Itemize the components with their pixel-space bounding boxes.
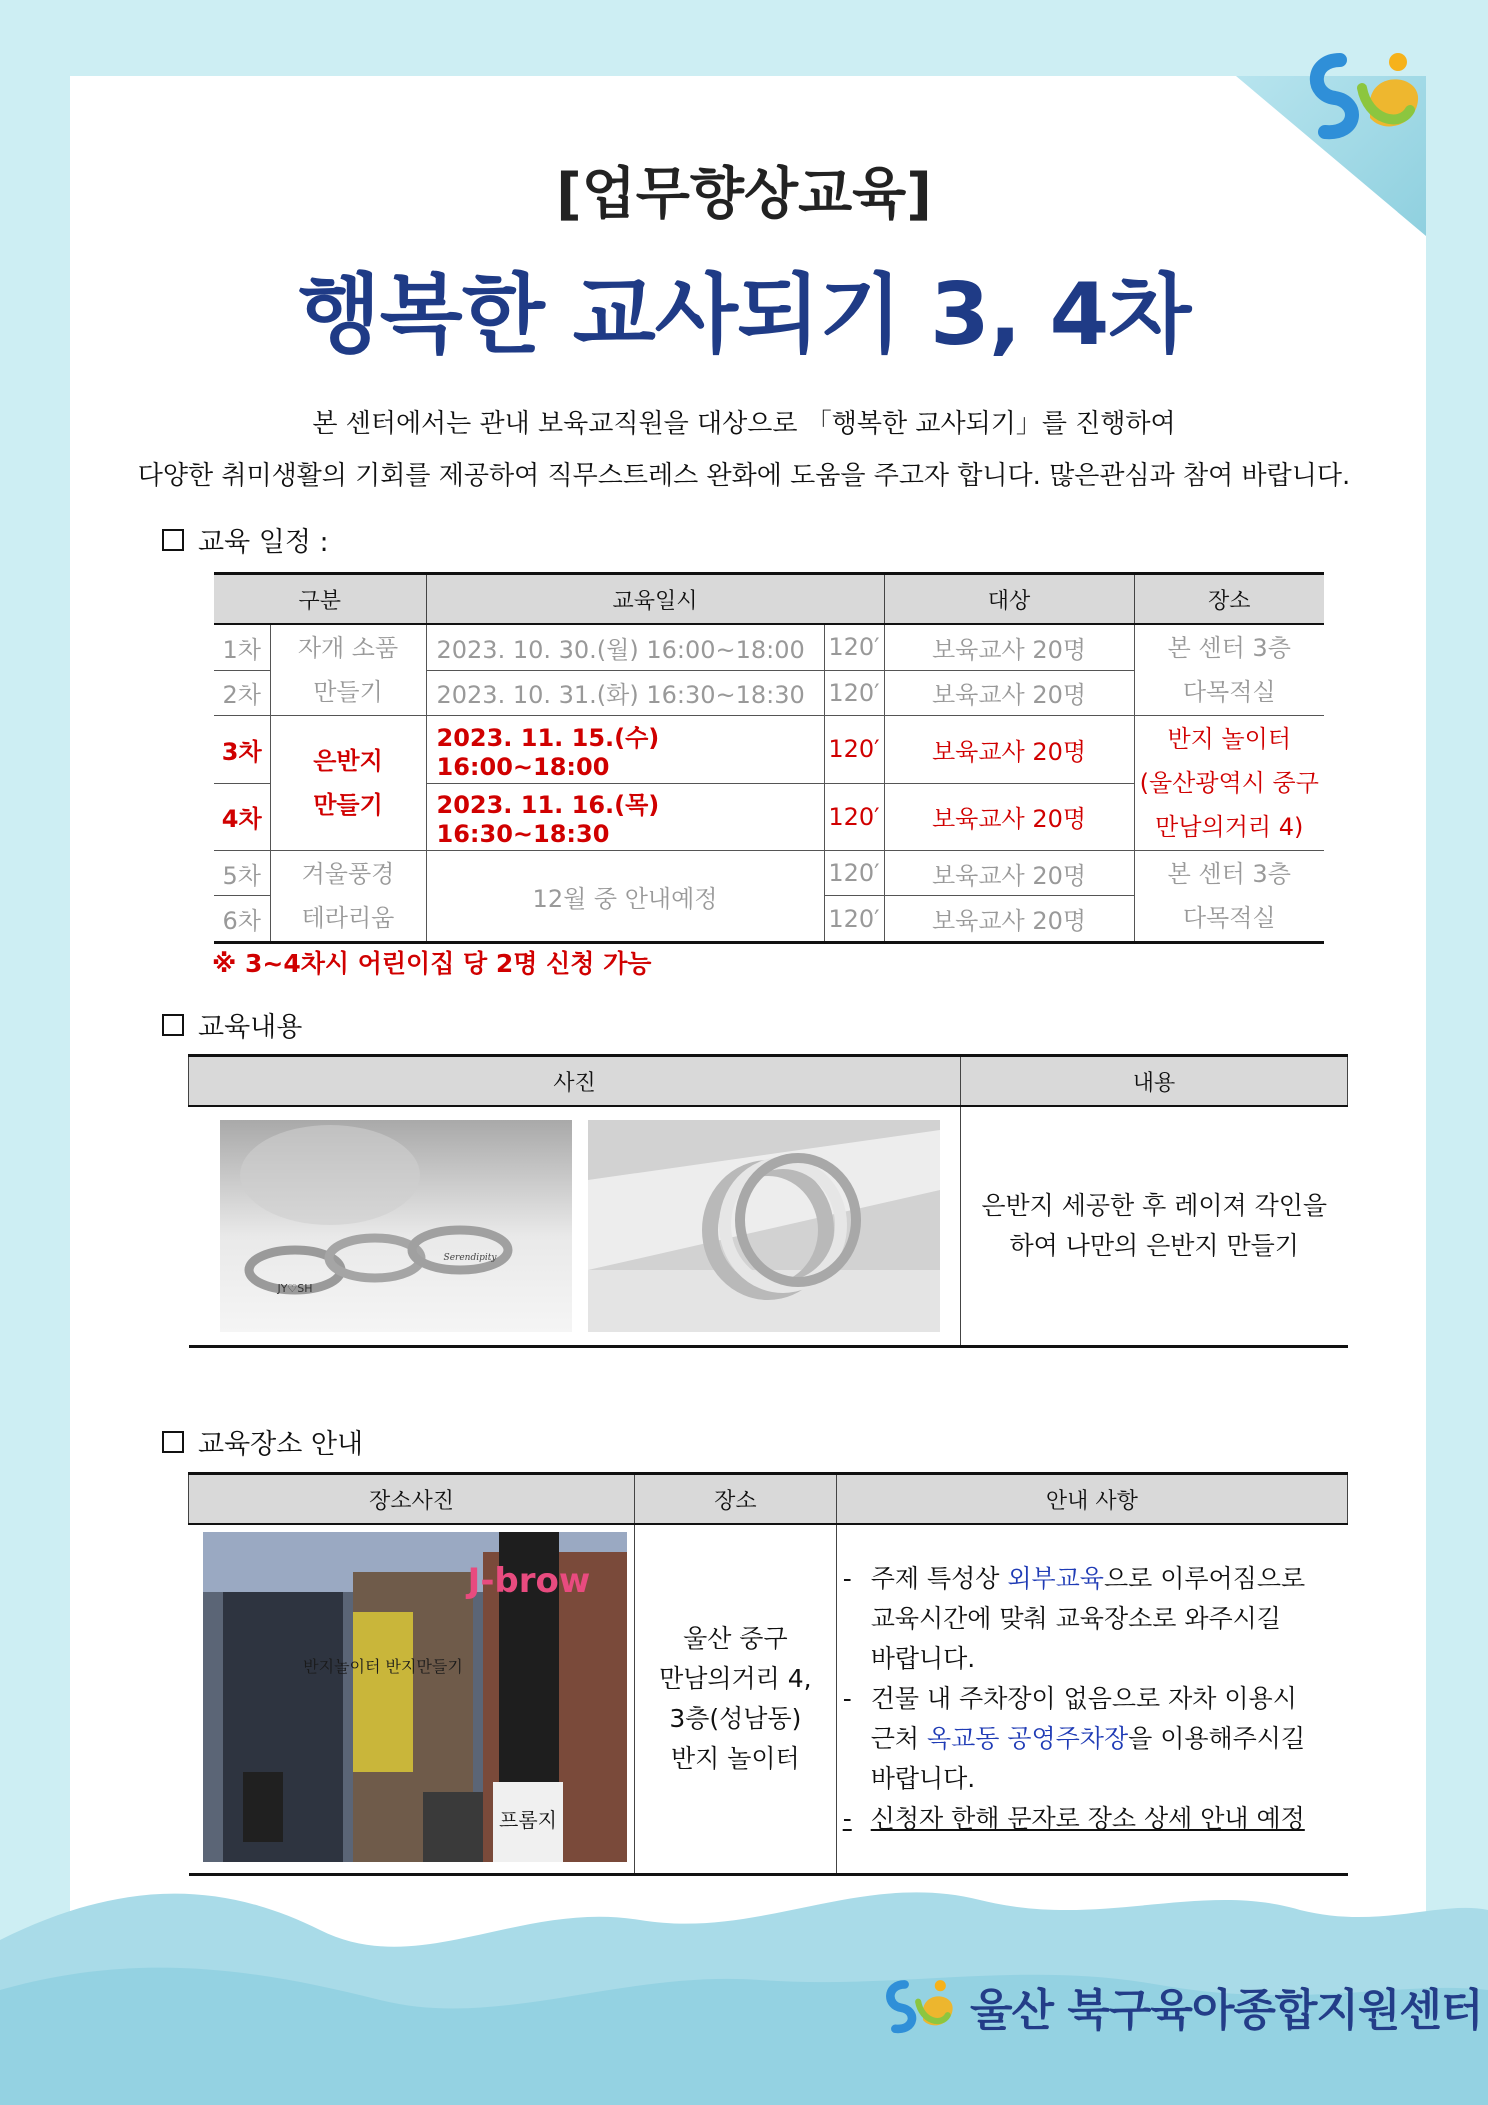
content-heading: 교육내용 [162, 1005, 302, 1044]
ring-photo-engraved [220, 1120, 572, 1332]
session-location: 본 센터 3층 다목적실 [1134, 851, 1324, 943]
photo-cell [189, 1106, 961, 1347]
content-table [188, 1054, 1348, 1348]
col-header-photo: 사진 [189, 1056, 961, 1107]
guide-item: - 주제 특성상 외부교육으로 이루어짐으로 교육시간에 맞춰 교육장소로 와주시길 바랍니다. [842, 1564, 1306, 1673]
center-logo-icon [1300, 40, 1430, 150]
session-target: 보육교사 20명 [884, 670, 1134, 716]
ring-photo-layered [588, 1120, 940, 1332]
session-duration: 120′ [824, 851, 884, 896]
col-header-venue: 장소 [634, 1474, 836, 1525]
schedule-heading: 교육 일정 : [162, 520, 329, 559]
doc-kicker: [업무향상교육] [556, 162, 932, 227]
doc-title: 행복한 교사되기 3, 4차 [297, 265, 1191, 365]
schedule-table [214, 572, 1324, 944]
table-row [214, 716, 1324, 784]
venue-photo-cell [189, 1524, 635, 1875]
col-header-target: 대상 [884, 574, 1134, 625]
table-row [214, 624, 1324, 670]
venue-address: 울산 중구 만남의거리 4, 3층(성남동) 반지 놀이터 [634, 1524, 836, 1875]
svg-text:Serendipity: Serendipity [443, 1253, 496, 1263]
col-header-category: 구분 [214, 574, 426, 625]
program-name: 겨울풍경 테라리움 [270, 851, 426, 943]
session-target: 보육교사 20명 [884, 783, 1134, 851]
col-header-description: 내용 [960, 1056, 1347, 1107]
col-header-location: 장소 [1134, 574, 1324, 625]
session-date: 2023. 10. 30.(월) 16:00~18:00 [426, 624, 824, 670]
session-no: 1차 [214, 624, 270, 670]
session-no: 5차 [214, 851, 270, 896]
col-header-guide: 안내 사항 [836, 1474, 1347, 1525]
schedule-note: ※ 3~4차시 어린이집 당 2명 신청 가능 [212, 949, 652, 978]
session-target: 보육교사 20명 [884, 716, 1134, 784]
col-header-venue-photo: 장소사진 [189, 1474, 635, 1525]
session-target: 보육교사 20명 [884, 624, 1134, 670]
content-description: 은반지 세공한 후 레이져 각인을 하여 나만의 은반지 만들기 [960, 1106, 1347, 1347]
session-location: 반지 놀이터 (울산광역시 중구 만남의거리 4) [1134, 716, 1324, 851]
center-logo-icon [880, 1972, 960, 2040]
program-name: 자개 소품 만들기 [270, 624, 426, 716]
checkbox-icon [162, 529, 184, 551]
guide-item: - 신청자 한해 문자로 장소 상세 안내 예정 [842, 1804, 1305, 1833]
session-duration: 120′ [824, 670, 884, 716]
session-date: 12월 중 안내예정 [426, 851, 824, 943]
svg-text:JY♡SH: JY♡SH [276, 1282, 313, 1295]
venue-table [188, 1472, 1348, 1876]
venue-heading: 교육장소 안내 [162, 1422, 363, 1461]
session-no: 3차 [214, 716, 270, 784]
session-duration: 120′ [824, 716, 884, 784]
table-row [189, 1524, 1348, 1875]
svg-text:프롬지: 프롬지 [498, 1808, 557, 1832]
session-target: 보육교사 20명 [884, 896, 1134, 943]
table-row [214, 851, 1324, 896]
venue-photo [203, 1532, 627, 1862]
svg-text:반지놀이터 반지만들기: 반지놀이터 반지만들기 [302, 1657, 463, 1676]
session-no: 2차 [214, 670, 270, 716]
session-duration: 120′ [824, 783, 884, 851]
intro-line-1: 본 센터에서는 관내 보육교직원을 대상으로 「행복한 교사되기」를 진행하여 [312, 409, 1176, 439]
checkbox-icon [162, 1014, 184, 1036]
checkbox-icon [162, 1431, 184, 1453]
intro-text [0, 398, 1488, 502]
session-date: 2023. 11. 15.(수) 16:00~18:00 [426, 716, 824, 784]
session-duration: 120′ [824, 624, 884, 670]
col-header-datetime: 교육일시 [426, 574, 884, 625]
external-education-text: 외부교육 [1007, 1564, 1104, 1593]
venue-guide [836, 1524, 1347, 1875]
session-no: 6차 [214, 896, 270, 943]
table-row [189, 1106, 1348, 1347]
guide-item: - 건물 내 주차장이 없음으로 자차 이용시 근처 옥교동 공영주차장을 이용해주시길 바랍니다. [842, 1684, 1306, 1793]
session-duration: 120′ [824, 896, 884, 943]
session-date: 2023. 11. 16.(목) 16:30~18:30 [426, 783, 824, 851]
session-no: 4차 [214, 783, 270, 851]
intro-line-2: 다양한 취미생활의 기회를 제공하여 직무스트레스 완화에 도움을 주고자 합니다. 많은관심과 참여 바랍니다. [137, 461, 1351, 491]
footer-brand [880, 1972, 1482, 2040]
session-target: 보육교사 20명 [884, 851, 1134, 896]
session-location: 본 센터 3층 다목적실 [1134, 624, 1324, 716]
session-date: 2023. 10. 31.(화) 16:30~18:30 [426, 670, 824, 716]
org-name: 울산 북구육아종합지원센터 [970, 1985, 1483, 2036]
parking-lot-text: 옥교동 공영주차장 [926, 1724, 1129, 1753]
svg-text:J-brow: J-brow [467, 1561, 590, 1601]
program-name: 은반지 만들기 [270, 716, 426, 851]
